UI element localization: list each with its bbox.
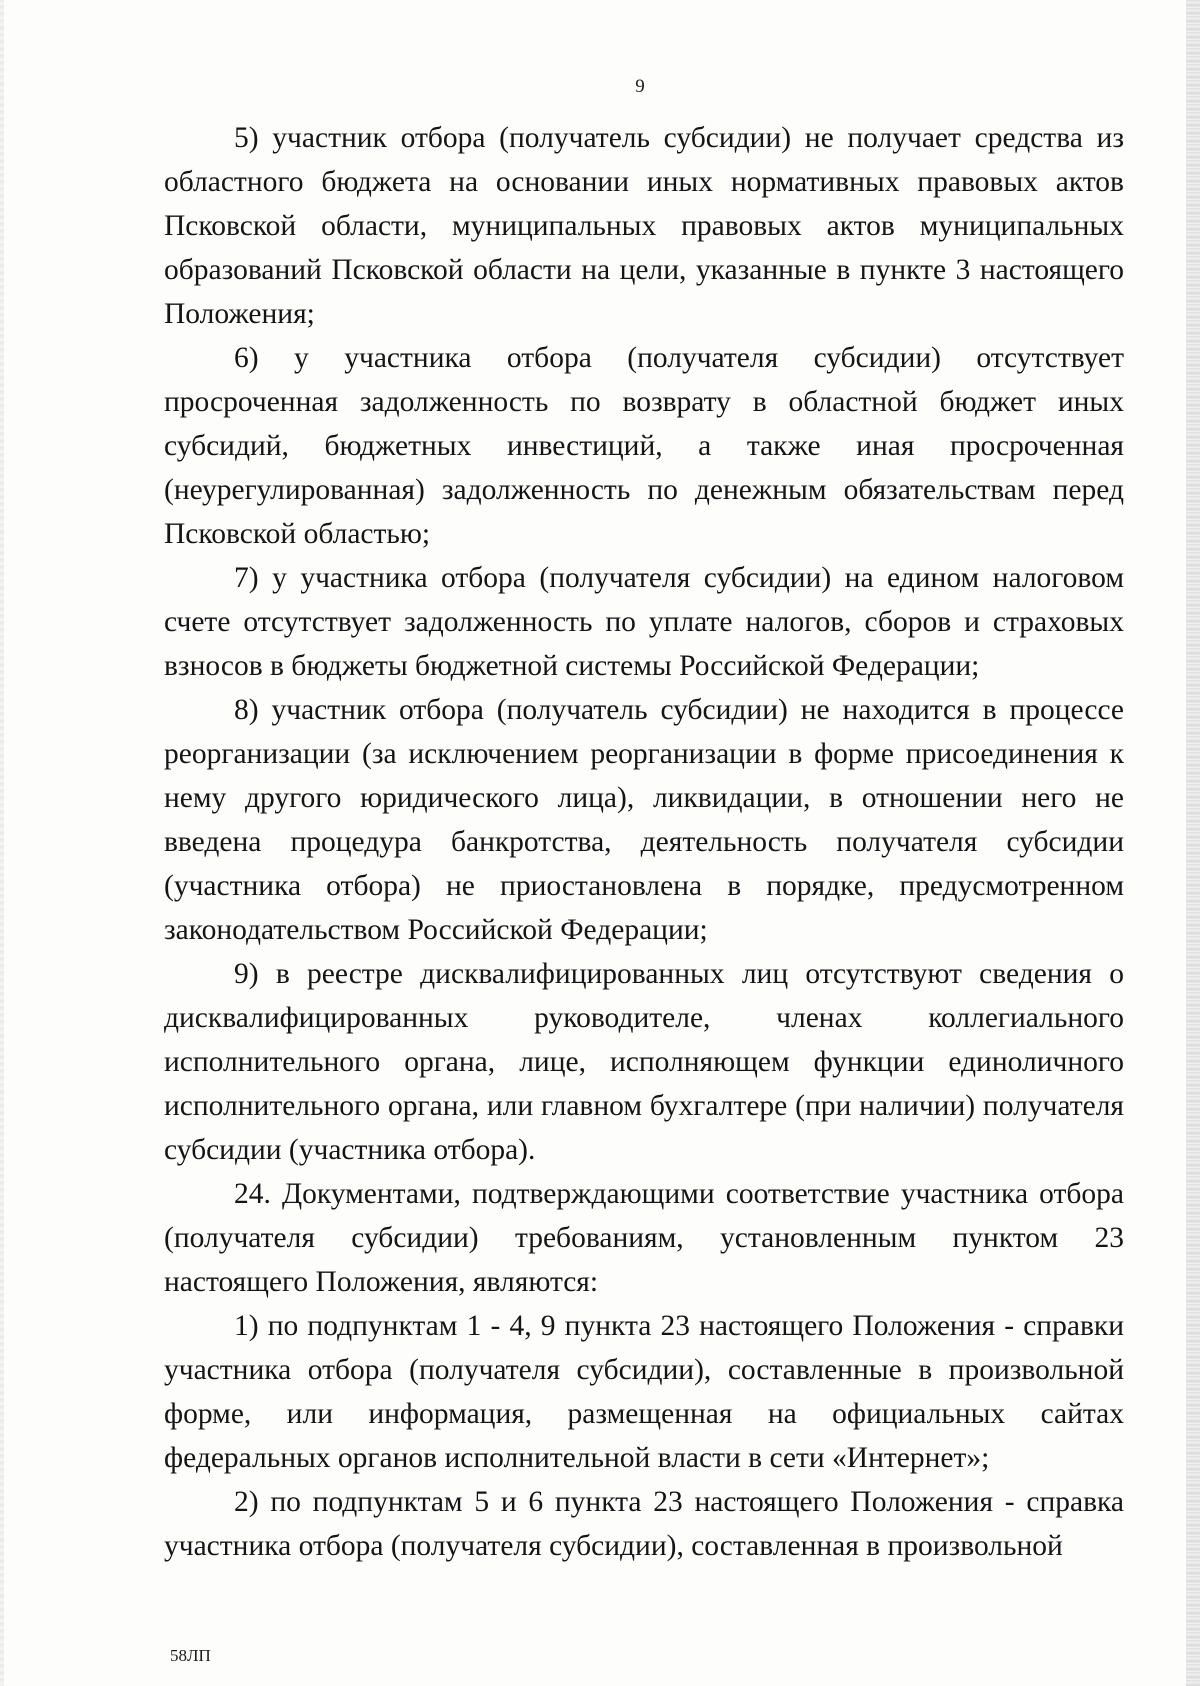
document-code: 58ЛП xyxy=(170,1646,211,1665)
paragraph-subitem-2: 2) по подпунктам 5 и 6 пункта 23 настоящего Положения - справка участника отбора (получателя субсидии), составленная в произвольной xyxy=(164,1486,1124,1562)
paragraph-item-6: 6) у участника отбора (получателя субсидии) отсутствует просроченная задолженность по возврату в областной бюджет иных субсидий, бюджетных инвестиций, а также иная просроченная (неурегулированная) задолженность по денежным обязательствам перед Псковской областью; xyxy=(164,342,1124,550)
scan-edge-right xyxy=(1186,0,1200,1686)
page-number: 9 xyxy=(635,76,645,97)
paragraph-item-8: 8) участник отбора (получатель субсидии) не находится в процессе реорганизации (за исключением реорганизации в форме присоединения к нему другого юридического лица), ликвидации, в отношении него не введена процедура банкротства, деятельность получателя субсидии (участника отбора) не приостановлена в порядке, предусмотренном законодательством Российской Федерации; xyxy=(164,694,1124,946)
paragraph-clause-24: 24. Документами, подтверждающими соответствие участника отбора (получателя субсидии) требованиям, установленным пунктом 23 настоящего Положения, являются: xyxy=(164,1178,1124,1298)
paragraph-item-7: 7) у участника отбора (получателя субсидии) на едином налоговом счете отсутствует задолженность по уплате налогов, сборов и страховых взносов в бюджеты бюджетной системы Российской Федерации; xyxy=(164,562,1124,682)
paragraph-item-9: 9) в реестре дисквалифицированных лиц отсутствуют сведения о дисквалифицированных руководителе, членах коллегиального исполнительного органа, лице, исполняющем функции единоличного исполнительного органа, или главном бухгалтере (при наличии) получателя субсидии (участника отбора). xyxy=(164,958,1124,1166)
scan-edge-left xyxy=(0,0,4,1686)
paragraph-subitem-1: 1) по подпунктам 1 - 4, 9 пункта 23 настоящего Положения - справки участника отбора (получателя субсидии), составленные в произвольной форме, или информация, размещенная на официальных сайтах федеральных органов исполнительной власти в сети «Интернет»; xyxy=(164,1310,1124,1474)
paragraph-item-5: 5) участник отбора (получатель субсидии) не получает средства из областного бюджета на основании иных нормативных правовых актов Псковской области, муниципальных правовых актов муниципальных образований Псковской области на цели, указанные в пункте 3 настоящего Положения; xyxy=(164,122,1124,330)
document-body xyxy=(164,116,1124,1568)
